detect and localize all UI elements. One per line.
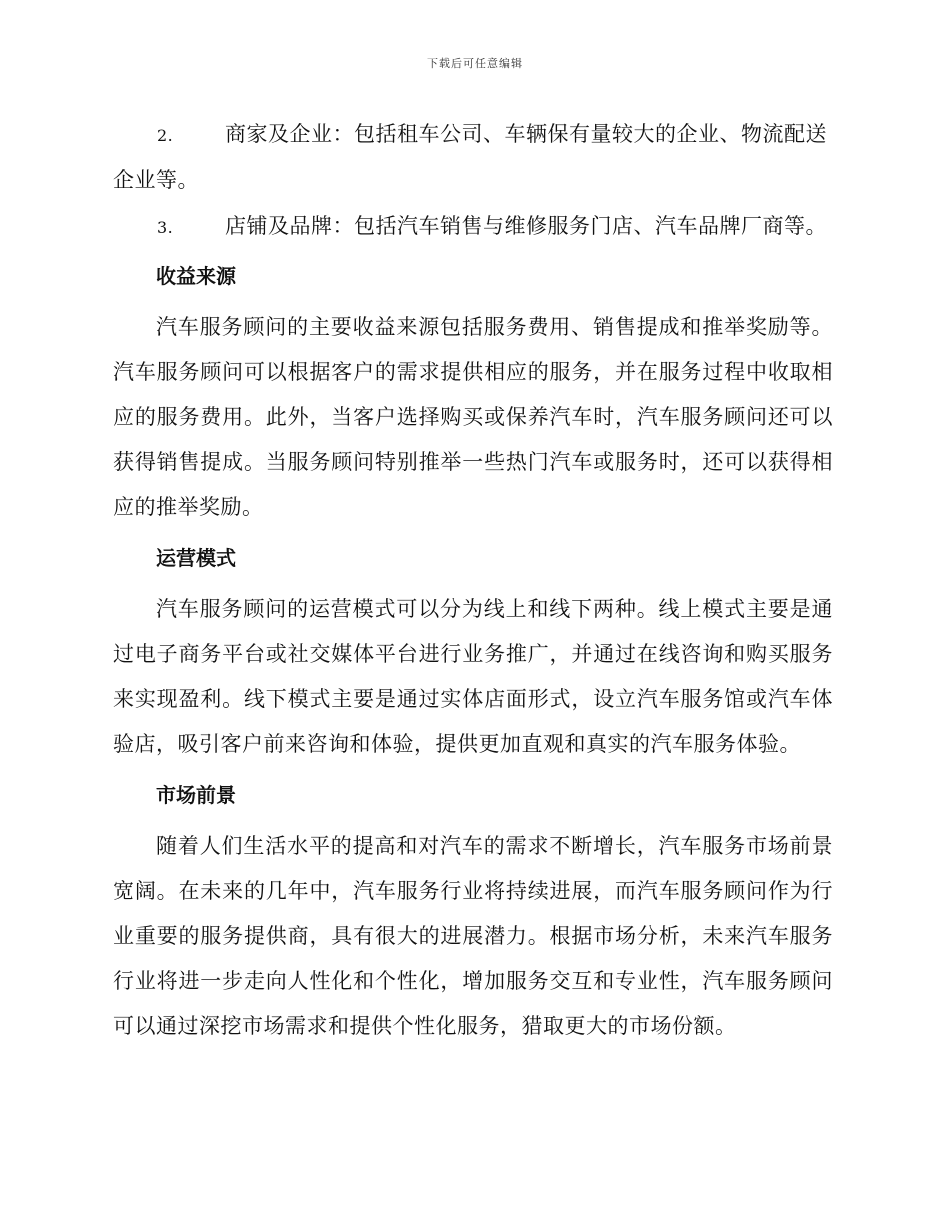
list-item <box>113 204 833 250</box>
section-paragraph: 汽车服务顾问的运营模式可以分为线上和线下两种。线上模式主要是通过电子商务平台或社交媒体平台进行业务推广，并通过在线咨询和购买服务来实现盈利。线下模式主要是通过实体店面形式，设立汽车服务馆或汽车体验店，吸引客户前来咨询和体验，提供更加直观和真实的汽车服务体验。 <box>113 597 833 756</box>
section-heading: 运营模式 <box>156 546 236 570</box>
section-paragraph: 随着人们生活水平的提高和对汽车的需求不断增长，汽车服务市场前景宽阔。在未来的几年中，汽车服务行业将持续进展，而汽车服务顾问作为行业重要的服务提供商，具有很大的进展潜力。根据市场分析，未来汽车服务行业将进一步走向人性化和个性化，增加服务交互和专业性，汽车服务顾问可以通过深挖市场需求和提供个性化服务，猎取更大的市场份额。 <box>113 834 833 1038</box>
section-heading: 市场前景 <box>156 783 236 807</box>
document-body <box>113 112 833 1055</box>
page-header: 下载后可任意编辑 <box>427 57 523 70</box>
list-item-number: 3. <box>157 218 174 237</box>
list-item-text: 店铺及品牌：包括汽车销售与维修服务门店、汽车品牌厂商等。 <box>225 214 827 238</box>
list-item-number: 2. <box>157 126 174 145</box>
list-item-text: 商家及企业：包括租车公司、车辆保有量较大的企业、物流配送企业等。 <box>113 122 827 192</box>
section-heading: 收益来源 <box>156 264 236 288</box>
list-item <box>113 112 833 203</box>
section-paragraph: 汽车服务顾问的主要收益来源包括服务费用、销售提成和推举奖励等。汽车服务顾问可以根据客户的需求提供相应的服务，并在服务过程中收取相应的服务费用。此外，当客户选择购买或保养汽车时，汽车服务顾问还可以获得销售提成。当服务顾问特别推举一些热门汽车或服务时，还可以获得相应的推举奖励。 <box>113 315 833 519</box>
